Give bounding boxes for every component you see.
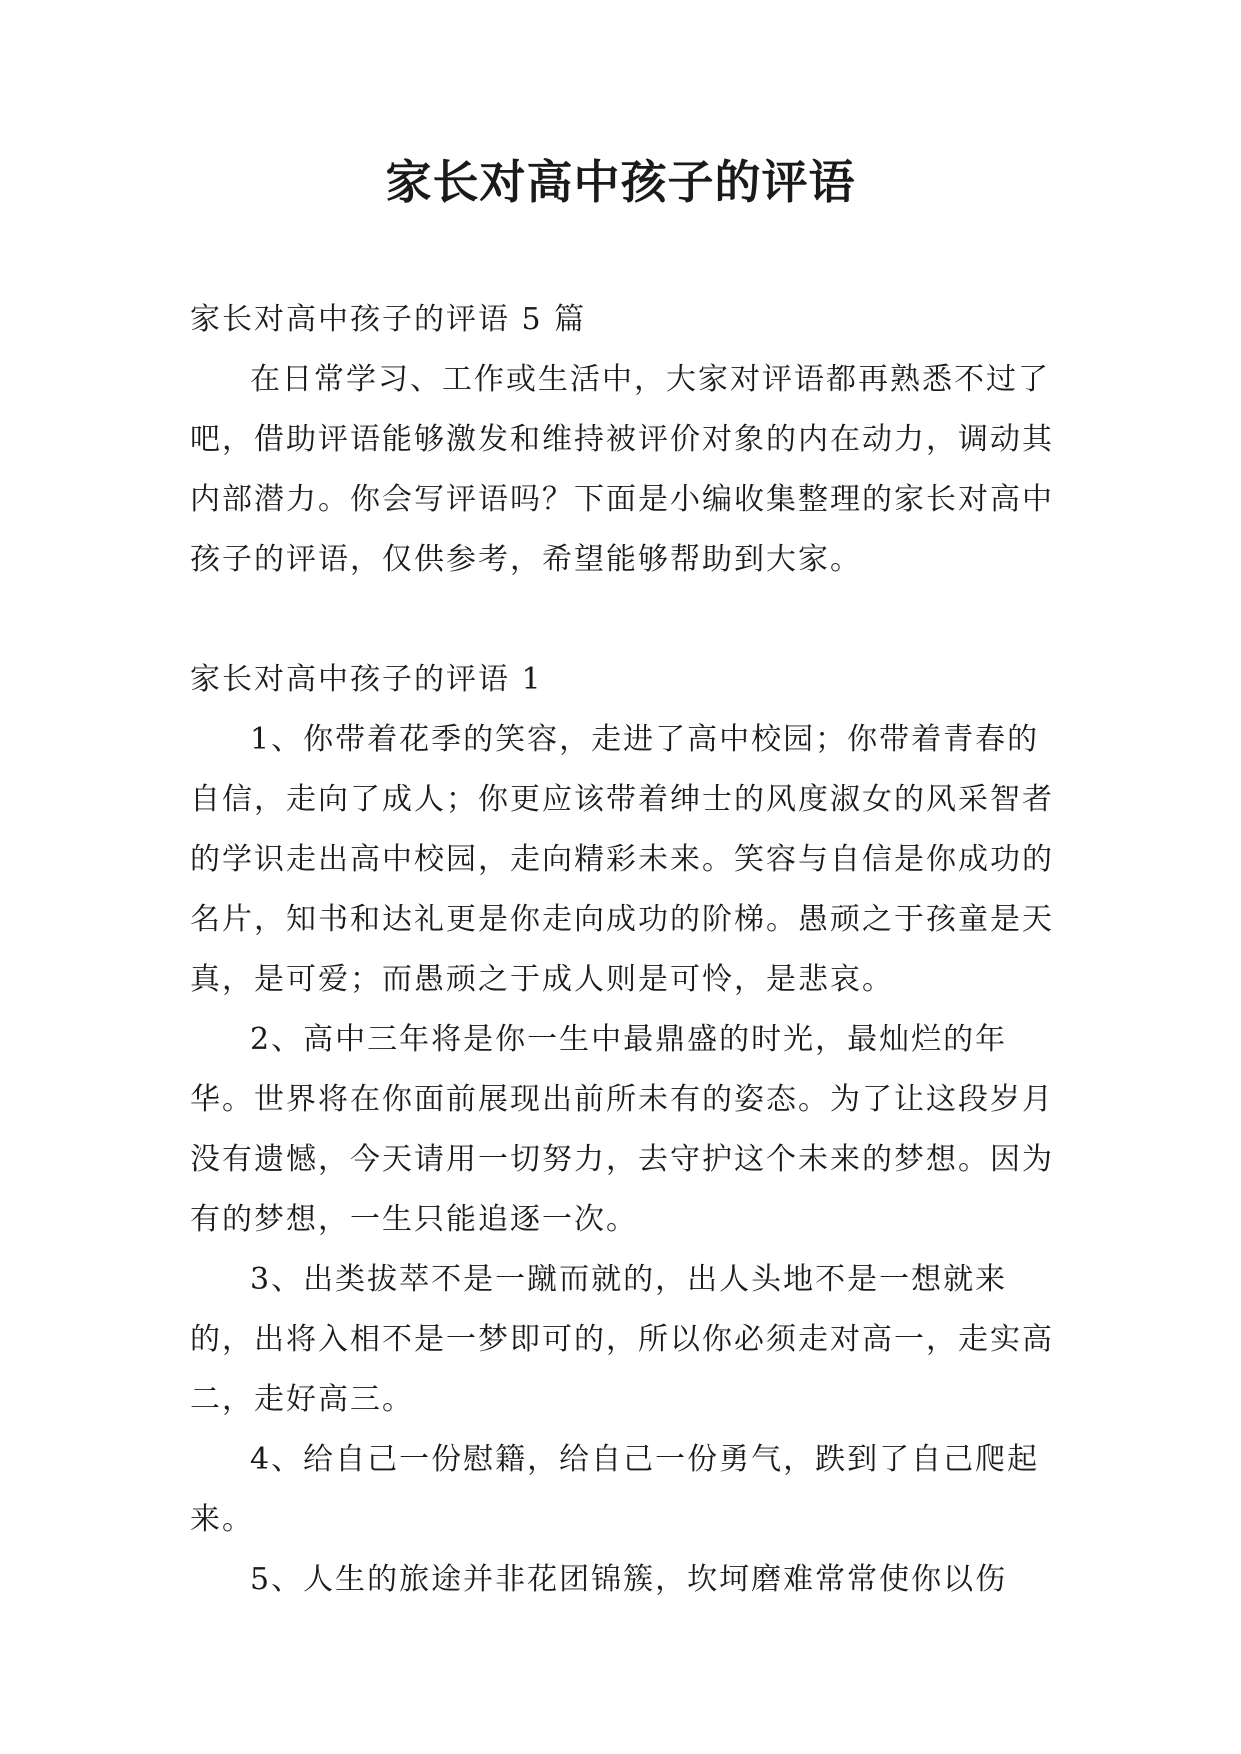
comment-item-5: 5、人生的旅途并非花团锦簇，坎坷磨难常常使你以伤 xyxy=(250,1562,1008,1597)
comment-item-4: 4、给自己一份慰籍，给自己一份勇气，跌到了自己爬起来。 xyxy=(190,1442,1040,1537)
comment-item-2: 2、高中三年将是你一生中最鼎盛的时光，最灿烂的年华。世界将在你面前展现出前所未有的姿态。为了让这段岁月没有遗憾，今天请用一切努力，去守护这个未来的梦想。因为有的梦想，一生只能追逐一次。 xyxy=(190,1022,1054,1237)
comment-item-1: 1、你带着花季的笑容，走进了高中校园；你带着青春的自信，走向了成人；你更应该带着绅士的风度淑女的风采智者的学识走出高中校园，走向精彩未来。笑容与自信是你成功的名片，知书和达礼更是你走向成功的阶梯。愚顽之于孩童是天真，是可爱；而愚顽之于成人则是可怜，是悲哀。 xyxy=(190,722,1054,997)
document-title: 家长对高中孩子的评语 xyxy=(385,155,856,209)
section-heading: 家长对高中孩子的评语 1 xyxy=(190,662,543,697)
intro-heading: 家长对高中孩子的评语 5 篇 xyxy=(190,302,587,337)
document-body xyxy=(190,290,1070,1610)
intro-paragraph: 在日常学习、工作或生活中，大家对评语都再熟悉不过了吧，借助评语能够激发和维持被评价对象的内在动力，调动其内部潜力。你会写评语吗？下面是小编收集整理的家长对高中孩子的评语，仅供参考，希望能够帮助到大家。 xyxy=(190,362,1054,577)
comment-item-3: 3、出类拔萃不是一蹴而就的，出人头地不是一想就来的，出将入相不是一梦即可的，所以你必须走对高一，走实高二，走好高三。 xyxy=(190,1262,1054,1417)
section-spacer xyxy=(190,590,1070,650)
